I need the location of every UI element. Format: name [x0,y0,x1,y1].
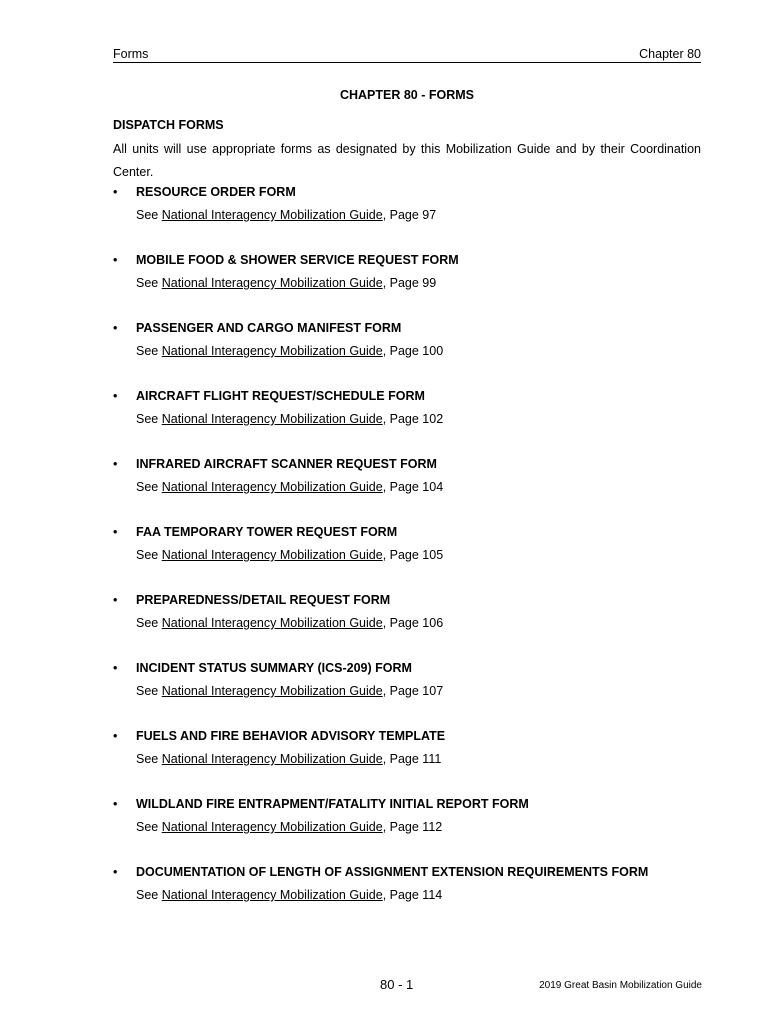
see-text: See [136,344,162,358]
form-reference [136,547,443,563]
list-item [113,388,701,456]
guide-link[interactable]: National Interagency Mobilization Guide [161,208,383,222]
guide-link[interactable]: National Interagency Mobilization Guide [161,480,383,494]
form-reference [136,343,443,359]
footer-guide-name: 2019 Great Basin Mobilization Guide [539,980,702,991]
guide-link[interactable]: National Interagency Mobilization Guide [161,276,383,290]
form-reference [136,819,442,835]
see-text: See [136,548,162,562]
bullet-icon: • [113,661,118,675]
form-reference [136,615,443,631]
see-text: See [136,752,162,766]
form-title: FAA TEMPORARY TOWER REQUEST FORM [136,525,398,539]
see-text: See [136,276,162,290]
page-ref: , Page 105 [382,548,444,562]
guide-link[interactable]: National Interagency Mobilization Guide [161,820,383,834]
form-title: PASSENGER AND CARGO MANIFEST FORM [136,321,402,335]
intro-paragraph: All units will use appropriate forms as designated by this Mobilization Guide and by their Coordination Center. [113,142,701,179]
form-title: RESOURCE ORDER FORM [136,185,296,199]
page-ref: , Page 111 [382,752,442,766]
form-reference [136,683,443,699]
bullet-icon: • [113,321,118,335]
bullet-icon: • [113,797,118,811]
form-title: FUELS AND FIRE BEHAVIOR ADVISORY TEMPLATE [136,729,446,743]
see-text: See [136,616,162,630]
form-title: DOCUMENTATION OF LENGTH OF ASSIGNMENT EXTENSION REQUIREMENTS FORM [136,865,649,879]
see-text: See [136,480,162,494]
list-item [113,660,701,728]
bullet-icon: • [113,729,118,743]
form-title: AIRCRAFT FLIGHT REQUEST/SCHEDULE FORM [136,389,425,403]
header-section-name: Forms [113,47,149,61]
page-ref: , Page 112 [382,820,443,834]
see-text: See [136,208,162,222]
form-reference [136,207,436,223]
section-title: DISPATCH FORMS [113,118,224,132]
guide-link[interactable]: National Interagency Mobilization Guide [161,684,383,698]
bullet-icon: • [113,525,118,539]
form-reference [136,479,443,495]
form-reference [136,275,436,291]
page-ref: , Page 107 [382,684,444,698]
list-item [113,456,701,524]
bullet-icon: • [113,389,118,403]
list-item [113,728,701,796]
page-ref: , Page 104 [382,480,444,494]
see-text: See [136,684,162,698]
list-item [113,592,701,660]
page-header [113,46,701,63]
footer-page-number: 80 - 1 [380,977,414,992]
page-ref: , Page 106 [382,616,444,630]
bullet-icon: • [113,865,118,879]
page-ref: , Page 99 [382,276,437,290]
form-title: WILDLAND FIRE ENTRAPMENT/FATALITY INITIAL REPORT FORM [136,797,529,811]
see-text: See [136,888,162,902]
form-reference [136,887,442,903]
page-ref: , Page 100 [382,344,444,358]
guide-link[interactable]: National Interagency Mobilization Guide [161,412,383,426]
guide-link[interactable]: National Interagency Mobilization Guide [161,616,383,630]
list-item [113,796,701,864]
list-item [113,320,701,388]
form-reference [136,751,441,767]
list-item [113,864,701,932]
bullet-icon: • [113,185,118,199]
see-text: See [136,820,162,834]
guide-link[interactable]: National Interagency Mobilization Guide [161,344,383,358]
page-ref: , Page 97 [382,208,437,222]
forms-list [113,184,701,932]
bullet-icon: • [113,253,118,267]
header-chapter-name: Chapter 80 [639,47,701,61]
form-title: INFRARED AIRCRAFT SCANNER REQUEST FORM [136,457,437,471]
chapter-title: CHAPTER 80 - FORMS [339,88,475,102]
form-title: INCIDENT STATUS SUMMARY (ICS-209) FORM [136,661,412,675]
see-text: See [136,412,162,426]
bullet-icon: • [113,593,118,607]
form-reference [136,411,443,427]
guide-link[interactable]: National Interagency Mobilization Guide [161,548,383,562]
bullet-icon: • [113,457,118,471]
form-title: MOBILE FOOD & SHOWER SERVICE REQUEST FORM [136,253,459,267]
list-item [113,184,701,252]
page-ref: , Page 114 [382,888,443,902]
list-item [113,524,701,592]
guide-link[interactable]: National Interagency Mobilization Guide [161,888,383,902]
page-ref: , Page 102 [382,412,444,426]
guide-link[interactable]: National Interagency Mobilization Guide [161,752,383,766]
list-item [113,252,701,320]
form-title: PREPAREDNESS/DETAIL REQUEST FORM [136,593,391,607]
